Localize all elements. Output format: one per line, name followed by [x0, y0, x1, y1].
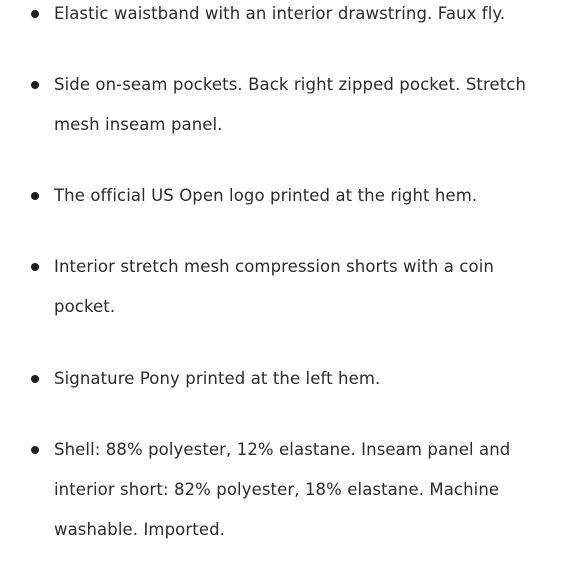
detail-item-logo — [54, 176, 554, 216]
detail-text-signature-pony: Signature Pony printed at the left hem. — [54, 369, 381, 388]
detail-text-pockets: Side on-seam pockets. Back right zipped pocket. Stretch mesh inseam panel. — [54, 75, 527, 134]
detail-item-pockets — [54, 65, 544, 145]
detail-item-signature-pony — [54, 359, 554, 399]
detail-text-compression-shorts: Interior stretch mesh compression shorts with a coin pocket. — [54, 257, 494, 316]
detail-item-compression-shorts — [54, 247, 524, 327]
detail-text-logo: The official US Open logo printed at the right hem. — [54, 186, 478, 205]
detail-text-materials: Shell: 88% polyester, 12% elastane. Inseam panel and interior short: 82% polyester, 18% elastane. Machine washable. Imported. — [54, 440, 511, 539]
detail-text-waistband: Elastic waistband with an interior drawstring. Faux fly. — [54, 4, 506, 23]
detail-item-waistband — [54, 0, 554, 34]
detail-item-materials — [54, 430, 524, 550]
